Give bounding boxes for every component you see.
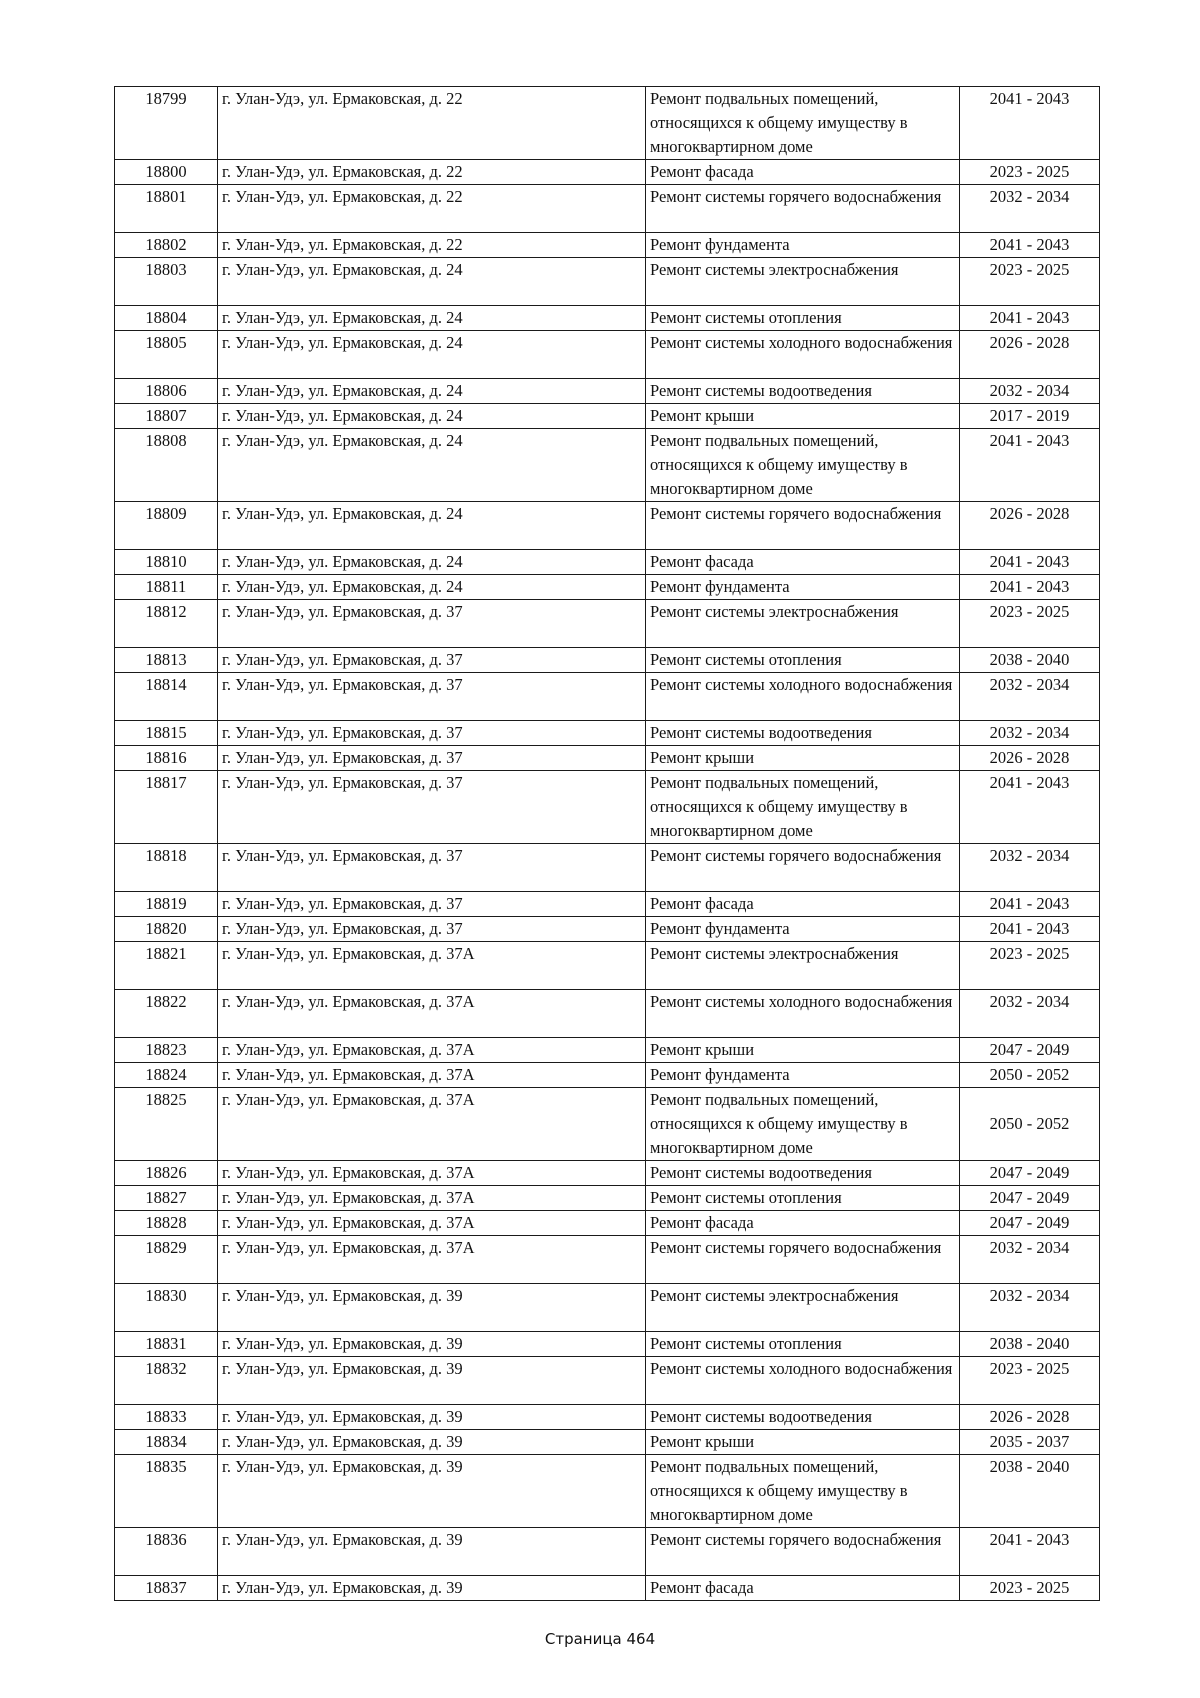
table-row [115,87,1100,160]
table-row [115,892,1100,917]
row-number-cell: 18811 [115,575,218,600]
address-cell: г. Улан-Удэ, ул. Ермаковская, д. 39 [218,1332,646,1357]
table-row [115,1186,1100,1211]
address-cell: г. Улан-Удэ, ул. Ермаковская, д. 24 [218,404,646,429]
table-row [115,1211,1100,1236]
period-cell: 2032 - 2034 [960,844,1100,892]
work-type-cell: Ремонт подвальных помещений, относящихся к общему имуществу в многоквартирном доме [646,771,960,844]
address-cell: г. Улан-Удэ, ул. Ермаковская, д. 37 [218,917,646,942]
row-number-cell: 18804 [115,306,218,331]
work-type-cell: Ремонт фасада [646,550,960,575]
address-cell: г. Улан-Удэ, ул. Ермаковская, д. 37А [218,1186,646,1211]
row-number-cell: 18805 [115,331,218,379]
period-cell: 2041 - 2043 [960,575,1100,600]
table-row [115,844,1100,892]
row-number-cell: 18824 [115,1063,218,1088]
work-type-cell: Ремонт системы горячего водоснабжения [646,1528,960,1576]
row-number-cell: 18810 [115,550,218,575]
work-type-cell: Ремонт системы горячего водоснабжения [646,185,960,233]
work-type-cell: Ремонт подвальных помещений, относящихся к общему имуществу в многоквартирном доме [646,1455,960,1528]
work-type-cell: Ремонт системы горячего водоснабжения [646,844,960,892]
work-type-cell: Ремонт системы водоотведения [646,1405,960,1430]
period-cell: 2041 - 2043 [960,550,1100,575]
work-type-cell: Ремонт системы холодного водоснабжения [646,331,960,379]
row-number-cell: 18807 [115,404,218,429]
address-cell: г. Улан-Удэ, ул. Ермаковская, д. 39 [218,1430,646,1455]
work-type-cell: Ремонт системы водоотведения [646,1161,960,1186]
row-number-cell: 18834 [115,1430,218,1455]
address-cell: г. Улан-Удэ, ул. Ермаковская, д. 37 [218,673,646,721]
row-number-cell: 18833 [115,1405,218,1430]
address-cell: г. Улан-Удэ, ул. Ермаковская, д. 24 [218,575,646,600]
address-cell: г. Улан-Удэ, ул. Ермаковская, д. 24 [218,258,646,306]
work-type-cell: Ремонт системы отопления [646,648,960,673]
period-cell: 2032 - 2034 [960,673,1100,721]
address-cell: г. Улан-Удэ, ул. Ермаковская, д. 24 [218,502,646,550]
period-cell: 2041 - 2043 [960,429,1100,502]
period-cell: 2041 - 2043 [960,87,1100,160]
period-cell: 2041 - 2043 [960,233,1100,258]
row-number-cell: 18826 [115,1161,218,1186]
row-number-cell: 18822 [115,990,218,1038]
period-cell: 2032 - 2034 [960,721,1100,746]
work-type-cell: Ремонт системы горячего водоснабжения [646,502,960,550]
row-number-cell: 18800 [115,160,218,185]
row-number-cell: 18814 [115,673,218,721]
work-type-cell: Ремонт системы электроснабжения [646,1284,960,1332]
period-cell: 2026 - 2028 [960,502,1100,550]
period-cell: 2047 - 2049 [960,1038,1100,1063]
repair-schedule-table [114,86,1100,1601]
work-type-cell: Ремонт крыши [646,1430,960,1455]
period-cell: 2032 - 2034 [960,1284,1100,1332]
table-row [115,379,1100,404]
table-row [115,575,1100,600]
period-cell: 2041 - 2043 [960,892,1100,917]
table-row [115,721,1100,746]
address-cell: г. Улан-Удэ, ул. Ермаковская, д. 22 [218,160,646,185]
address-cell: г. Улан-Удэ, ул. Ермаковская, д. 37 [218,844,646,892]
period-cell: 2023 - 2025 [960,600,1100,648]
address-cell: г. Улан-Удэ, ул. Ермаковская, д. 39 [218,1455,646,1528]
address-cell: г. Улан-Удэ, ул. Ермаковская, д. 37А [218,1161,646,1186]
table-row [115,233,1100,258]
address-cell: г. Улан-Удэ, ул. Ермаковская, д. 37 [218,746,646,771]
address-cell: г. Улан-Удэ, ул. Ермаковская, д. 37А [218,942,646,990]
address-cell: г. Улан-Удэ, ул. Ермаковская, д. 37 [218,771,646,844]
table-row [115,306,1100,331]
work-type-cell: Ремонт системы электроснабжения [646,258,960,306]
address-cell: г. Улан-Удэ, ул. Ермаковская, д. 24 [218,379,646,404]
table-row [115,1236,1100,1284]
period-cell: 2041 - 2043 [960,917,1100,942]
row-number-cell: 18828 [115,1211,218,1236]
row-number-cell: 18821 [115,942,218,990]
table-row [115,1357,1100,1405]
period-cell: 2038 - 2040 [960,1455,1100,1528]
period-cell: 2026 - 2028 [960,1405,1100,1430]
work-type-cell: Ремонт фундамента [646,1063,960,1088]
table-row [115,917,1100,942]
period-cell: 2038 - 2040 [960,1332,1100,1357]
work-type-cell: Ремонт системы холодного водоснабжения [646,1357,960,1405]
period-cell: 2050 - 2052 [960,1088,1100,1161]
row-number-cell: 18803 [115,258,218,306]
address-cell: г. Улан-Удэ, ул. Ермаковская, д. 37А [218,1063,646,1088]
address-cell: г. Улан-Удэ, ул. Ермаковская, д. 37 [218,600,646,648]
address-cell: г. Улан-Удэ, ул. Ермаковская, д. 22 [218,233,646,258]
address-cell: г. Улан-Удэ, ул. Ермаковская, д. 39 [218,1528,646,1576]
address-cell: г. Улан-Удэ, ул. Ермаковская, д. 39 [218,1405,646,1430]
period-cell: 2032 - 2034 [960,185,1100,233]
row-number-cell: 18836 [115,1528,218,1576]
table-row [115,1455,1100,1528]
address-cell: г. Улан-Удэ, ул. Ермаковская, д. 37А [218,990,646,1038]
address-cell: г. Улан-Удэ, ул. Ермаковская, д. 37А [218,1236,646,1284]
table-row [115,1576,1100,1601]
address-cell: г. Улан-Удэ, ул. Ермаковская, д. 24 [218,331,646,379]
row-number-cell: 18829 [115,1236,218,1284]
work-type-cell: Ремонт системы водоотведения [646,379,960,404]
period-cell: 2041 - 2043 [960,1528,1100,1576]
period-cell: 2050 - 2052 [960,1063,1100,1088]
row-number-cell: 18802 [115,233,218,258]
work-type-cell: Ремонт системы отопления [646,1186,960,1211]
address-cell: г. Улан-Удэ, ул. Ермаковская, д. 24 [218,306,646,331]
period-cell: 2023 - 2025 [960,1357,1100,1405]
work-type-cell: Ремонт фасада [646,1576,960,1601]
row-number-cell: 18817 [115,771,218,844]
work-type-cell: Ремонт системы отопления [646,1332,960,1357]
period-cell: 2023 - 2025 [960,160,1100,185]
work-type-cell: Ремонт подвальных помещений, относящихся к общему имуществу в многоквартирном доме [646,87,960,160]
row-number-cell: 18801 [115,185,218,233]
row-number-cell: 18827 [115,1186,218,1211]
table-row [115,550,1100,575]
period-cell: 2023 - 2025 [960,1576,1100,1601]
work-type-cell: Ремонт системы электроснабжения [646,942,960,990]
table-row [115,990,1100,1038]
row-number-cell: 18806 [115,379,218,404]
table-row [115,1161,1100,1186]
work-type-cell: Ремонт фундамента [646,917,960,942]
table-row [115,429,1100,502]
work-type-cell: Ремонт подвальных помещений, относящихся к общему имуществу в многоквартирном доме [646,1088,960,1161]
work-type-cell: Ремонт фасада [646,892,960,917]
address-cell: г. Улан-Удэ, ул. Ермаковская, д. 37 [218,892,646,917]
period-cell: 2032 - 2034 [960,379,1100,404]
address-cell: г. Улан-Удэ, ул. Ермаковская, д. 37А [218,1088,646,1161]
work-type-cell: Ремонт крыши [646,1038,960,1063]
work-type-cell: Ремонт системы водоотведения [646,721,960,746]
table-row [115,1088,1100,1161]
row-number-cell: 18823 [115,1038,218,1063]
period-cell: 2041 - 2043 [960,306,1100,331]
table-row [115,160,1100,185]
address-cell: г. Улан-Удэ, ул. Ермаковская, д. 37А [218,1211,646,1236]
table-row [115,1332,1100,1357]
work-type-cell: Ремонт системы электроснабжения [646,600,960,648]
work-type-cell: Ремонт системы отопления [646,306,960,331]
row-number-cell: 18813 [115,648,218,673]
period-cell: 2017 - 2019 [960,404,1100,429]
period-cell: 2023 - 2025 [960,258,1100,306]
period-cell: 2032 - 2034 [960,990,1100,1038]
work-type-cell: Ремонт системы холодного водоснабжения [646,990,960,1038]
table-row [115,1063,1100,1088]
table-row [115,1430,1100,1455]
work-type-cell: Ремонт крыши [646,404,960,429]
row-number-cell: 18825 [115,1088,218,1161]
row-number-cell: 18832 [115,1357,218,1405]
page-number: Страница 464 [544,1630,656,1648]
row-number-cell: 18799 [115,87,218,160]
address-cell: г. Улан-Удэ, ул. Ермаковская, д. 37 [218,721,646,746]
work-type-cell: Ремонт крыши [646,746,960,771]
row-number-cell: 18809 [115,502,218,550]
row-number-cell: 18820 [115,917,218,942]
row-number-cell: 18837 [115,1576,218,1601]
table-row [115,746,1100,771]
address-cell: г. Улан-Удэ, ул. Ермаковская, д. 24 [218,550,646,575]
table-row [115,1405,1100,1430]
period-cell: 2026 - 2028 [960,746,1100,771]
row-number-cell: 18835 [115,1455,218,1528]
row-number-cell: 18830 [115,1284,218,1332]
table-row [115,673,1100,721]
period-cell: 2035 - 2037 [960,1430,1100,1455]
table-row [115,502,1100,550]
period-cell: 2023 - 2025 [960,942,1100,990]
period-cell: 2032 - 2034 [960,1236,1100,1284]
table-row [115,771,1100,844]
work-type-cell: Ремонт фасада [646,160,960,185]
work-type-cell: Ремонт системы холодного водоснабжения [646,673,960,721]
row-number-cell: 18831 [115,1332,218,1357]
row-number-cell: 18812 [115,600,218,648]
table-row [115,185,1100,233]
address-cell: г. Улан-Удэ, ул. Ермаковская, д. 24 [218,429,646,502]
table-row [115,648,1100,673]
address-cell: г. Улан-Удэ, ул. Ермаковская, д. 39 [218,1576,646,1601]
work-type-cell: Ремонт фасада [646,1211,960,1236]
row-number-cell: 18819 [115,892,218,917]
period-cell: 2038 - 2040 [960,648,1100,673]
period-cell: 2047 - 2049 [960,1211,1100,1236]
period-cell: 2041 - 2043 [960,771,1100,844]
table-row [115,942,1100,990]
address-cell: г. Улан-Удэ, ул. Ермаковская, д. 37А [218,1038,646,1063]
address-cell: г. Улан-Удэ, ул. Ермаковская, д. 39 [218,1357,646,1405]
table-row [115,1528,1100,1576]
address-cell: г. Улан-Удэ, ул. Ермаковская, д. 37 [218,648,646,673]
table-row [115,600,1100,648]
table-row [115,331,1100,379]
period-cell: 2047 - 2049 [960,1186,1100,1211]
period-cell: 2047 - 2049 [960,1161,1100,1186]
work-type-cell: Ремонт фундамента [646,233,960,258]
work-type-cell: Ремонт системы горячего водоснабжения [646,1236,960,1284]
table-row [115,404,1100,429]
address-cell: г. Улан-Удэ, ул. Ермаковская, д. 39 [218,1284,646,1332]
row-number-cell: 18816 [115,746,218,771]
work-type-cell: Ремонт подвальных помещений, относящихся к общему имуществу в многоквартирном доме [646,429,960,502]
row-number-cell: 18815 [115,721,218,746]
table-row [115,258,1100,306]
table-row [115,1284,1100,1332]
work-type-cell: Ремонт фундамента [646,575,960,600]
row-number-cell: 18808 [115,429,218,502]
row-number-cell: 18818 [115,844,218,892]
address-cell: г. Улан-Удэ, ул. Ермаковская, д. 22 [218,185,646,233]
table-body [115,87,1100,1601]
table-row [115,1038,1100,1063]
period-cell: 2026 - 2028 [960,331,1100,379]
address-cell: г. Улан-Удэ, ул. Ермаковская, д. 22 [218,87,646,160]
